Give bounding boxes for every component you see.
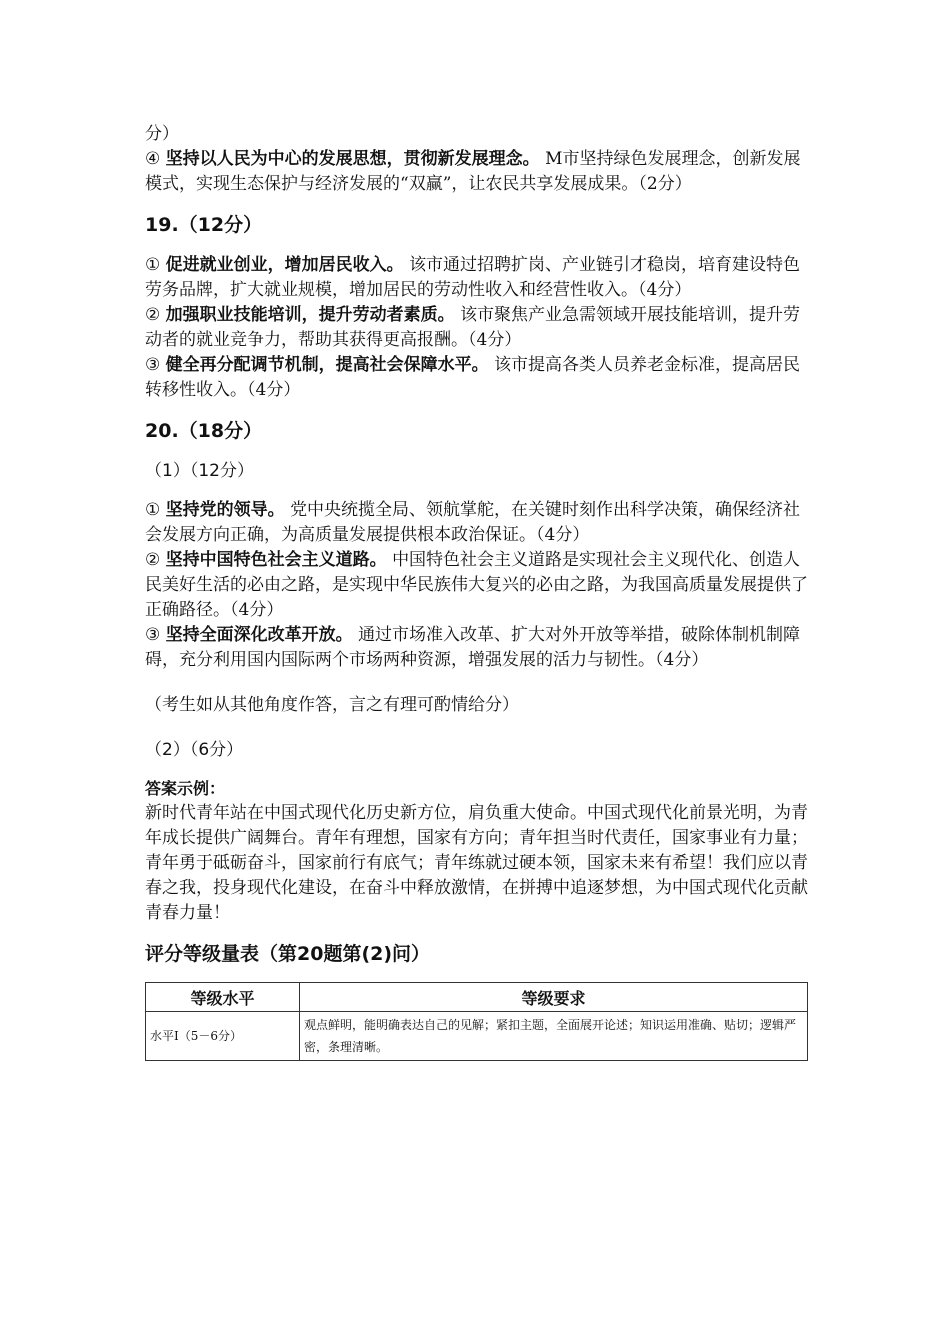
q18-item-4 [145, 147, 810, 197]
item-explanation: 该市提高各类人员养老金标准，提高居民转移性收入。（4分） [145, 355, 801, 400]
q20-heading: 20.（18分） [145, 420, 263, 442]
item-explanation: 通过市场准入改革、扩大对外开放等举措，破除体制机制障碍，充分利用国内国际两个市场两种资源，增强发展的活力与韧性。（4分） [145, 625, 801, 670]
item-number: ③ [145, 355, 161, 375]
item-number: ③ [145, 625, 161, 645]
q19-item-2 [145, 303, 810, 353]
rubric-header-requirement: 等级要求 [300, 983, 808, 1012]
rubric-header-level: 等级水平 [146, 983, 300, 1012]
item-key-point: 促进就业创业，增加居民收入。 [165, 255, 404, 275]
item-key-point: 坚持全面深化改革开放。 [165, 625, 353, 645]
item-explanation: 该市通过招聘扩岗、产业链引才稳岗，培育建设特色劳务品牌，扩大就业规模，增加居民的劳动性收入和经营性收入。（4分） [145, 255, 801, 300]
item-number: ④ [145, 149, 161, 169]
rubric-level-cell: 水平Ⅰ（5－6分） [146, 1012, 300, 1061]
answer-page [145, 122, 810, 1061]
q18-tail-text: 分） [145, 124, 179, 144]
example-label: 答案示例： [145, 779, 226, 798]
q20-item-2 [145, 548, 810, 623]
item-explanation: 党中央统揽全局、领航掌舵，在关键时刻作出科学决策，确保经济社会发展方向正确，为高质量发展提供根本政治保证。（4分） [145, 500, 801, 545]
grading-note: （考生如从其他角度作答，言之有理可酌情给分） [145, 695, 519, 715]
rubric-header-row [146, 983, 808, 1012]
rubric-title: 评分等级量表（第20题第(2)问） [145, 943, 431, 965]
q20-part1-heading: （1）（12分） [145, 461, 254, 481]
item-key-point: 加强职业技能培训，提升劳动者素质。 [165, 305, 455, 325]
q19-heading: 19.（12分） [145, 214, 263, 236]
q19-item-1 [145, 253, 810, 303]
item-key-point: 坚持党的领导。 [165, 500, 285, 520]
item-explanation: M市坚持绿色发展理念，创新发展模式，实现生态保护与经济发展的“双赢”，让农民共享发展成果。（2分） [145, 149, 801, 194]
q20-item-3 [145, 623, 810, 673]
table-row [146, 1012, 808, 1061]
item-explanation: 中国特色社会主义道路是实现社会主义现代化、创造人民美好生活的必由之路，是实现中华民族伟大复兴的必由之路，为我国高质量发展提供了正确路径。（4分） [145, 550, 808, 620]
rubric-table [145, 982, 808, 1061]
item-number: ① [145, 500, 161, 520]
item-number: ② [145, 550, 161, 570]
q20-item-1 [145, 498, 810, 548]
example-answer: 新时代青年站在中国式现代化历史新方位，肩负重大使命。中国式现代化前景光明，为青年成长提供广阔舞台。青年有理想，国家有方向；青年担当时代责任，国家事业有力量；青年勇于砥砺奋斗，国家前行有底气；青年练就过硬本领，国家未来有希望！我们应以青春之我，投身现代化建设，在奋斗中释放激情，在拼搏中追逐梦想，为中国式现代化贡献青春力量！ [145, 803, 808, 923]
item-explanation: 该市聚焦产业急需领域开展技能培训，提升劳动者的就业竞争力，帮助其获得更高报酬。（4分） [145, 305, 801, 350]
item-key-point: 坚持中国特色社会主义道路。 [165, 550, 387, 570]
q20-part2-heading: （2）（6分） [145, 740, 244, 760]
item-key-point: 健全再分配调节机制，提高社会保障水平。 [165, 355, 489, 375]
item-number: ① [145, 255, 161, 275]
item-number: ② [145, 305, 161, 325]
item-key-point: 坚持以人民为中心的发展思想，贯彻新发展理念。 [165, 149, 540, 169]
q19-item-3 [145, 353, 810, 403]
rubric-requirement-cell: 观点鲜明，能明确表达自己的见解；紧扣主题，全面展开论述；知识运用准确、贴切；逻辑严密，条理清晰。 [300, 1012, 808, 1061]
